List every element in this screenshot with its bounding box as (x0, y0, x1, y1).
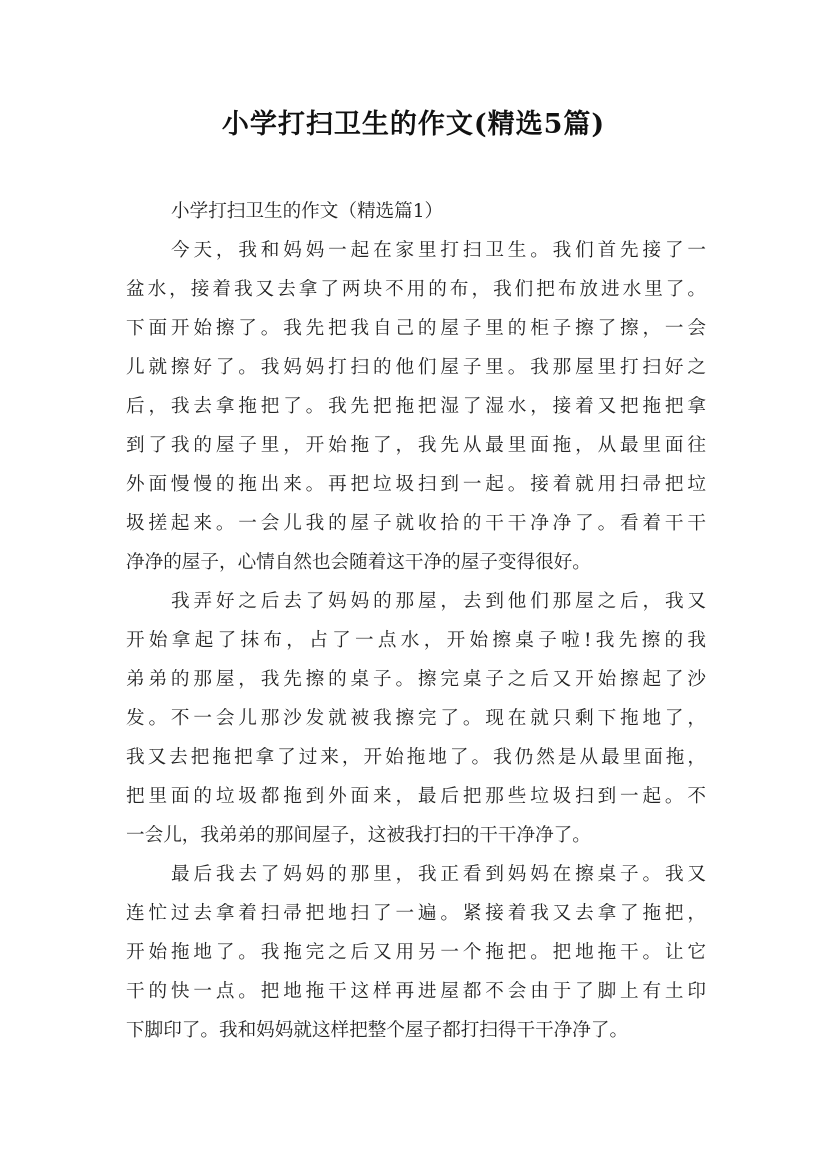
paragraph-line: 发。不一会儿那沙发就被我擦完了。现在就只剩下拖地了， (126, 708, 706, 729)
paragraph-line: 我又去把拖把拿了过来，开始拖地了。我仍然是从最里面拖， (126, 747, 706, 768)
paragraph-line: 下面开始擦了。我先把我自己的屋子里的柜子擦了擦，一会 (126, 318, 706, 339)
paragraph-line: 弟弟的那屋，我先擦的桌子。擦完桌子之后又开始擦起了沙 (126, 669, 706, 690)
paragraph (126, 231, 706, 582)
paragraph-line: 到了我的屋子里，开始拖了，我先从最里面拖，从最里面往 (126, 435, 706, 456)
paragraph-container (126, 231, 706, 1050)
document-body (126, 192, 706, 1050)
paragraph-line: 干的快一点。把地拖干这样再进屋都不会由于了脚上有土印 (126, 981, 706, 1002)
paragraph-line: 今天，我和妈妈一起在家里打扫卫生。我们首先接了一 (171, 240, 706, 261)
paragraph-line: 盆水，接着我又去拿了两块不用的布，我们把布放进水里了。 (126, 279, 706, 300)
paragraph-line: 圾搓起来。一会儿我的屋子就收拾的干干净净了。看着干干 (126, 513, 706, 534)
paragraph-line: 我弄好之后去了妈妈的那屋，去到他们那屋之后，我又 (171, 591, 706, 612)
paragraph-line: 连忙过去拿着扫帚把地扫了一遍。紧接着我又去拿了拖把， (126, 903, 706, 924)
paragraph-line: 开始拖地了。我拖完之后又用另一个拖把。把地拖干。让它 (126, 942, 706, 963)
document-title: 小学打扫卫生的作文(精选5篇) (221, 109, 606, 140)
paragraph-line: 把里面的垃圾都拖到外面来，最后把那些垃圾扫到一起。不 (126, 786, 706, 807)
paragraph-line: 儿就擦好了。我妈妈打扫的他们屋子里。我那屋里打扫好之 (126, 357, 706, 378)
paragraph (126, 582, 706, 855)
paragraph-line: 后，我去拿拖把了。我先把拖把湿了湿水，接着又把拖把拿 (126, 396, 706, 417)
paragraph-line: 最后我去了妈妈的那里，我正看到妈妈在擦桌子。我又 (171, 864, 706, 885)
paragraph-line: 下脚印了。我和妈妈就这样把整个屋子都打扫得干干净净了。 (126, 1020, 629, 1041)
paragraph (126, 855, 706, 1050)
paragraph-line: 一会儿，我弟弟的那间屋子，这被我打扫的干干净净了。 (126, 825, 591, 846)
section-subheading: 小学打扫卫生的作文（精选篇1） (171, 201, 444, 222)
paragraph-line: 净净的屋子，心情自然也会随着这干净的屋子变得很好。 (126, 552, 591, 573)
paragraph-line: 开始拿起了抹布，占了一点水，开始擦桌子啦!我先擦的我 (126, 630, 706, 651)
paragraph-line: 外面慢慢的拖出来。再把垃圾扫到一起。接着就用扫帚把垃 (126, 474, 706, 495)
